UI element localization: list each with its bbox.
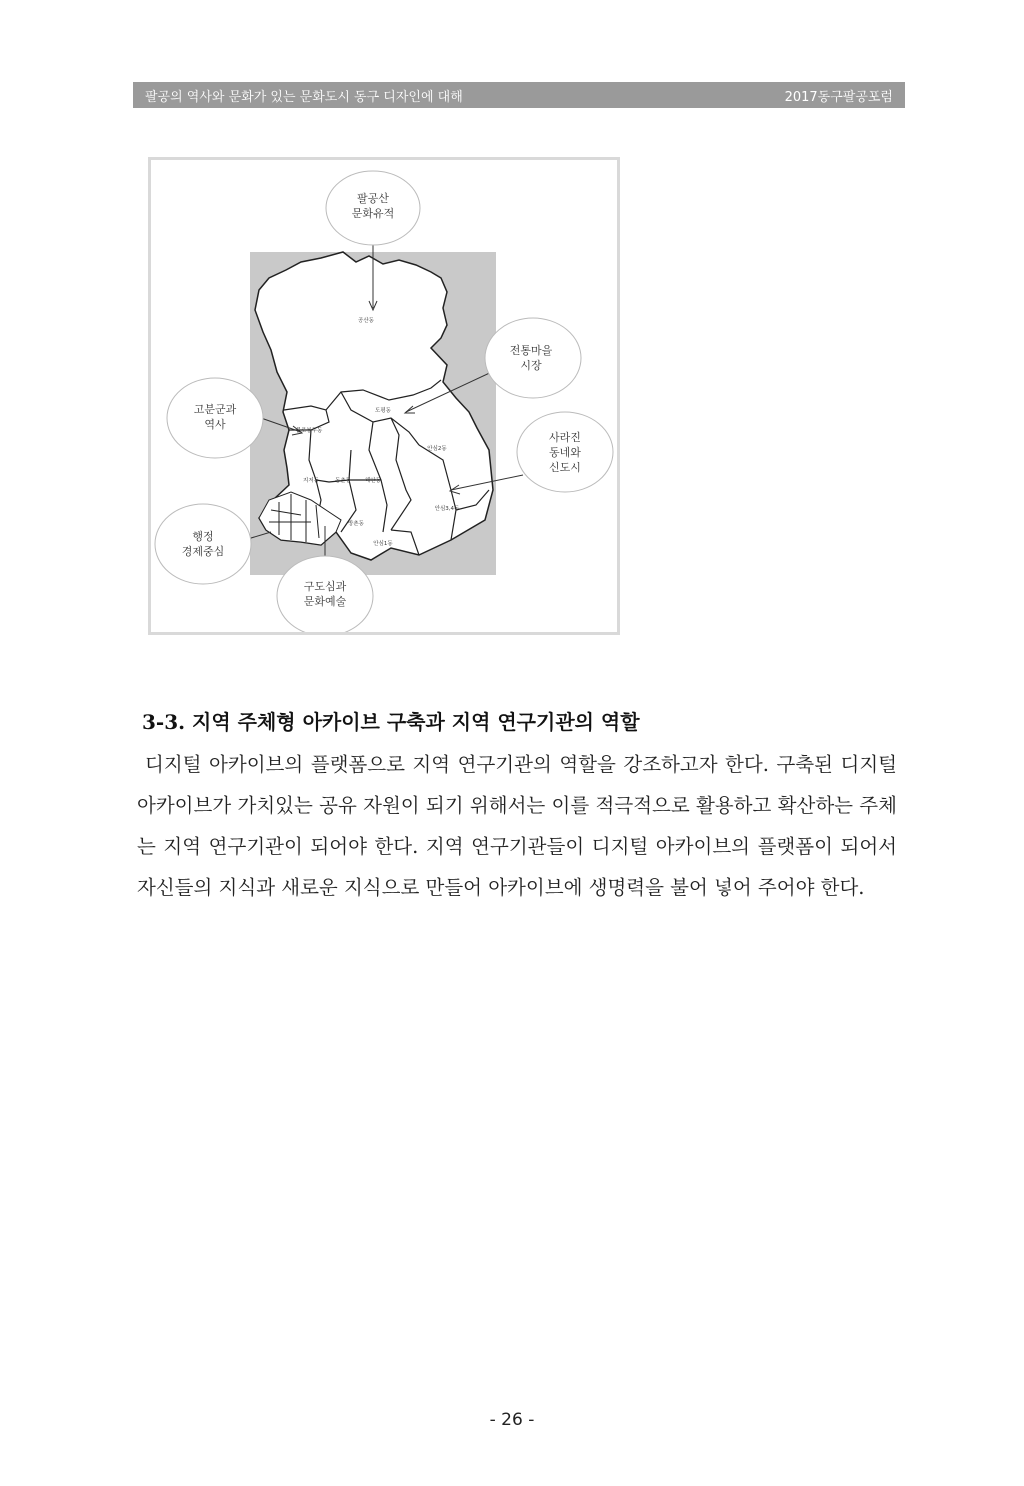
callout-palgong-line2: 문화유적 — [351, 207, 395, 220]
callout-old-town — [277, 556, 373, 632]
district-ansim2: 안심2동 — [427, 446, 447, 452]
district-bullo: 불로봉무동 — [295, 428, 323, 434]
district-map-svg — [151, 160, 617, 632]
callout-tomb-line1: 고분군과 — [193, 403, 237, 416]
callout-old-town-line1: 구도심과 — [303, 580, 347, 593]
page-number: - 26 - — [489, 1410, 535, 1430]
district-jicheo: 지저동 — [303, 478, 319, 484]
district-gongsan: 공산동 — [358, 318, 374, 324]
callout-palgong-line1: 팔공산 — [357, 192, 389, 205]
callout-village-line3: 신도시 — [549, 461, 581, 474]
callout-admin-line1: 행정 — [192, 530, 214, 543]
callout-market-line2: 시장 — [520, 359, 542, 372]
running-header — [133, 82, 905, 108]
callout-market-line1: 전통마을 — [509, 344, 553, 357]
callout-admin — [155, 504, 251, 584]
district-dongchon: 동촌동 — [335, 478, 351, 484]
callout-village-line1: 사라진 — [549, 431, 581, 444]
running-header-forum: 2017동구팔공포럼 — [784, 89, 893, 105]
district-haean: 해안동 — [365, 478, 381, 484]
running-header-title: 팔공의 역사와 문화가 있는 문화도시 동구 디자인에 대해 — [145, 89, 463, 105]
section-body: 디지털 아카이브의 플랫폼으로 지역 연구기관의 역할을 강조하고자 한다. 구축된 디지털 아카이브가 가치있는 공유 자원이 되기 위해서는 이를 적극적으로 활용하고 확산하는 주체는 지역 연구기관이 되어야 한다. 지역 연구기관들이 디지털 아카이브의 플랫폼이 되어서 자신들의 지식과 새로운 지식으로 만들어 아카이브에 생명력을 불어 넣어 주어야 한다. — [137, 753, 897, 899]
section-heading: 3-3. 지역 주체형 아카이브 구축과 지역 연구기관의 역할 — [142, 710, 640, 734]
district-dopyeong: 도평동 — [375, 408, 391, 414]
district-ansim34: 안심3,4동 — [434, 506, 460, 512]
district-bangchon: 방촌동 — [348, 521, 364, 527]
district-ansim1: 안심1동 — [373, 541, 393, 547]
callout-admin-line2: 경제중심 — [181, 545, 225, 558]
district-map-figure — [148, 157, 620, 635]
callout-tomb-line2: 역사 — [204, 418, 226, 431]
callout-old-town-line2: 문화예술 — [303, 595, 347, 608]
callout-market — [485, 318, 581, 398]
callout-village-line2: 동네와 — [549, 446, 581, 459]
